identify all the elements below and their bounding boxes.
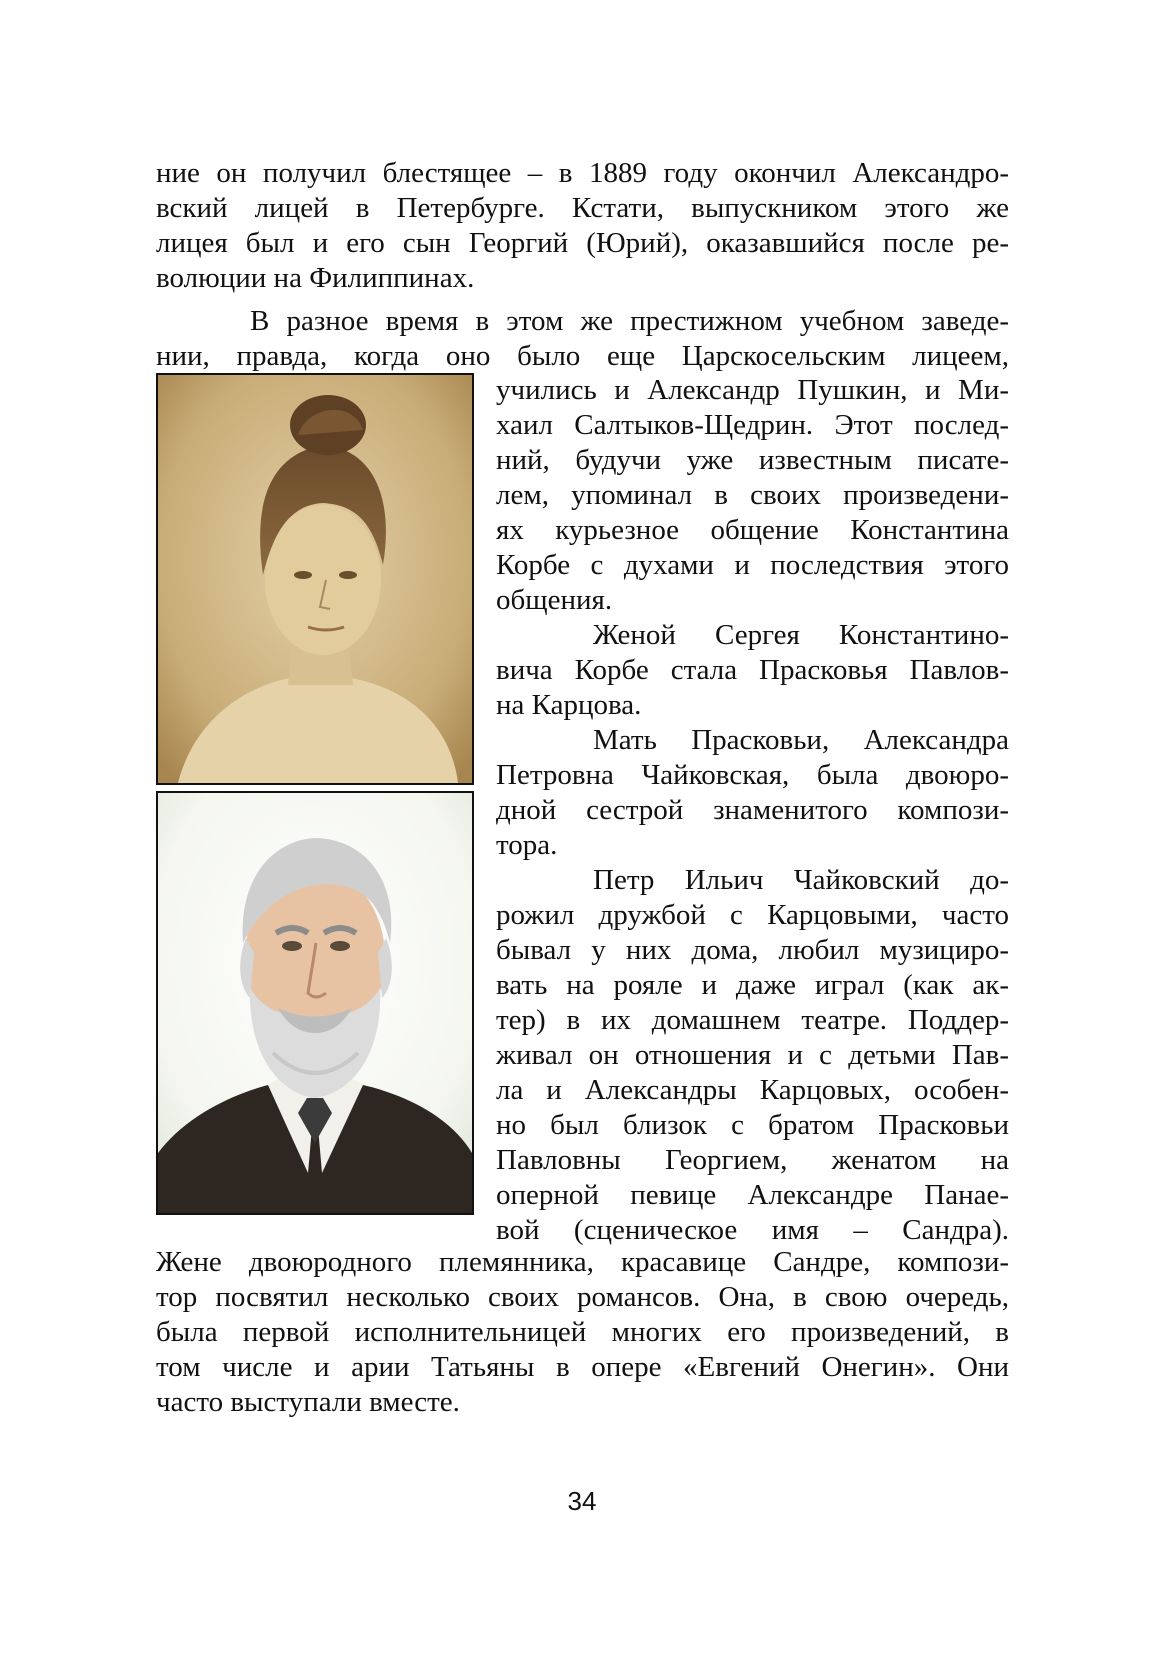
text-line: Корбе с духами и последствия этого bbox=[496, 549, 1009, 581]
text-line: живал он отношения и с детьми Пав- bbox=[496, 1039, 1009, 1071]
text-line: бывал у них дома, любил музициро- bbox=[496, 934, 1009, 966]
column-text bbox=[496, 373, 1009, 1248]
paragraph-lyceum bbox=[156, 304, 1009, 374]
text-line: ях курьезное общение Константина bbox=[496, 514, 1009, 546]
text-line: том числе и арии Татьяны в опере «Евгений Онегин». Они bbox=[156, 1351, 1009, 1383]
text-line: ла и Александры Карцовых, особен- bbox=[496, 1074, 1009, 1106]
text-line: тер) в их домашнем театре. Поддер- bbox=[496, 1004, 1009, 1036]
text-line: рожил дружбой с Карцовыми, часто bbox=[496, 899, 1009, 931]
text-line: В разное время в этом же престижном учебном заведе- bbox=[250, 305, 1009, 337]
text-line: нии, правда, когда оно было еще Царскосельским лицеем, bbox=[156, 340, 1009, 372]
text-line: Жене двоюродного племянника, красавице Сандре, компози- bbox=[156, 1246, 1009, 1278]
text-line: оперной певице Александре Панае- bbox=[496, 1179, 1009, 1211]
text-line: Мать Прасковьи, Александра bbox=[593, 724, 1009, 756]
text-line: Петровна Чайковская, была двоюро- bbox=[496, 759, 1009, 791]
portrait-tchaikovsky-image bbox=[158, 793, 472, 1213]
text-line: тор посвятил несколько своих романсов. Она, в свою очередь, bbox=[156, 1281, 1009, 1313]
portrait-woman-photo bbox=[156, 373, 474, 785]
text-line: учились и Александр Пушкин, и Ми- bbox=[496, 374, 1009, 406]
text-line: Павловны Георгием, женатом на bbox=[496, 1144, 1009, 1176]
portrait-tchaikovsky-photo bbox=[156, 791, 474, 1215]
text-line: дной сестрой знаменитого компози- bbox=[496, 794, 1009, 826]
text-line: волюции на Филиппинах. bbox=[156, 262, 475, 294]
text-line: на Карцова. bbox=[496, 689, 642, 721]
text-line: была первой исполнительницей многих его произведений, в bbox=[156, 1316, 1009, 1348]
paragraph-bottom bbox=[156, 1245, 1009, 1420]
text-line: но был близок с братом Прасковьи bbox=[496, 1109, 1009, 1141]
text-line: лицея был и его сын Георгий (Юрий), оказавшийся после ре- bbox=[156, 227, 1009, 259]
text-line: Петр Ильич Чайковский до- bbox=[593, 864, 1009, 896]
text-line: ний, будучи уже известным писате- bbox=[496, 444, 1009, 476]
portrait-woman-image bbox=[158, 375, 472, 783]
text-line: вать на рояле и даже играл (как ак- bbox=[496, 969, 1009, 1001]
text-line: лем, упоминал в своих произведени- bbox=[496, 479, 1009, 511]
page-number: 34 bbox=[567, 1486, 597, 1516]
text-line: вой (сценическое имя – Сандра). bbox=[496, 1214, 1009, 1246]
text-line: Женой Сергея Константино- bbox=[593, 619, 1009, 651]
text-line: хаил Салтыков-Щедрин. Этот послед- bbox=[496, 409, 1009, 441]
text-line: часто выступали вместе. bbox=[156, 1386, 460, 1418]
text-line: тора. bbox=[496, 829, 558, 861]
text-line: вича Корбе стала Прасковья Павлов- bbox=[496, 654, 1009, 686]
text-line: вский лицей в Петербурге. Кстати, выпускником этого же bbox=[156, 192, 1009, 224]
text-line: общения. bbox=[496, 584, 613, 616]
text-line: ние он получил блестящее – в 1889 году окончил Александро- bbox=[156, 157, 1009, 189]
paragraph-top bbox=[156, 156, 1009, 296]
